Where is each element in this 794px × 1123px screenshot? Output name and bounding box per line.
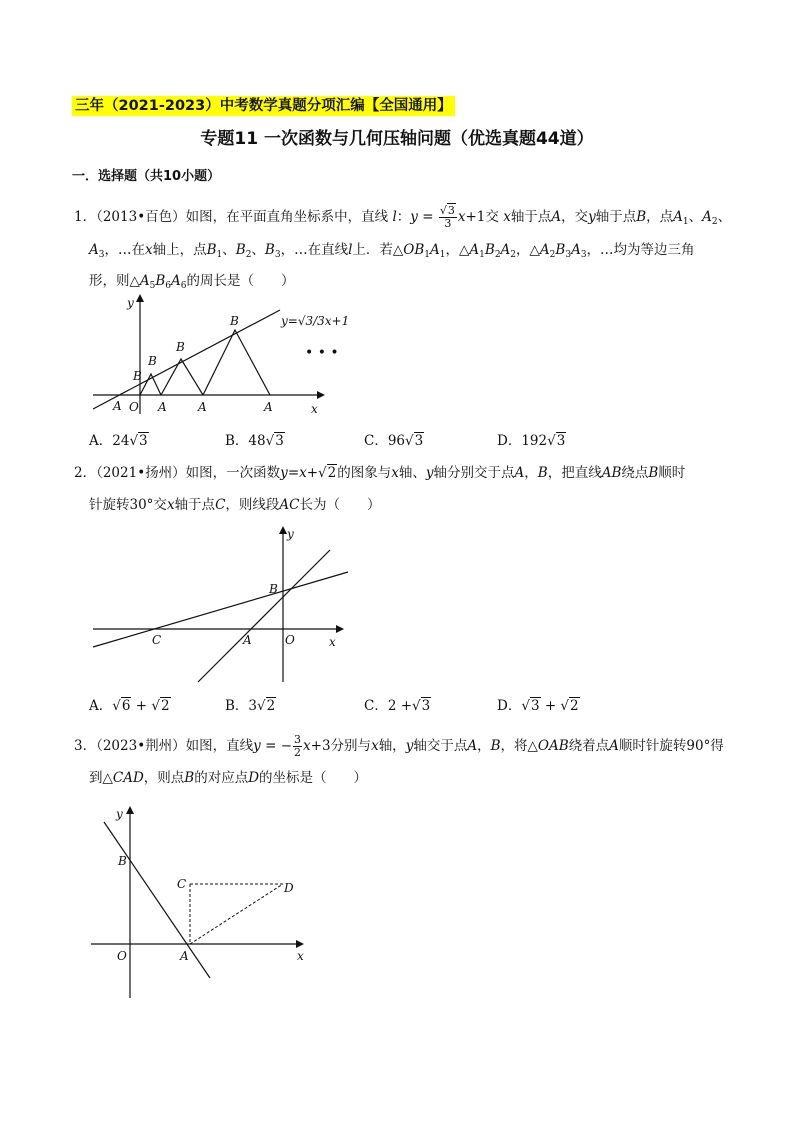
q2-option-c[interactable]: C．2 +√3 <box>364 698 431 714</box>
q1-triangle-1 <box>140 374 161 395</box>
q1-label-O: O <box>129 400 139 414</box>
q2-line-ab <box>198 550 330 682</box>
q2-option-a[interactable]: A．√6 + √2 <box>89 698 170 714</box>
q1-label-B2: B <box>176 340 185 354</box>
q1-label-x: x <box>311 402 318 416</box>
q2-option-d[interactable]: D．√3 + √2 <box>497 698 579 714</box>
q1-label-B: B <box>133 369 142 383</box>
q3-label-x: x <box>297 949 304 963</box>
q2-label-y: y <box>287 527 294 541</box>
q1-option-c[interactable]: C．96√3 <box>364 433 424 449</box>
q2-label-B: B <box>269 582 278 596</box>
q3-segment-ad <box>190 884 283 944</box>
q3-label-y: y <box>116 807 123 821</box>
q1-line-2: $A_3$，…在x轴上，点$B_1$、$B_2$、$B_3$，…在直线l上．若$\triangle OB_1A_1$，$\triangle A_1B_2A_2$，$\triangle A_2B_3A_3$，…均为等边三角 <box>89 242 695 260</box>
q1-triangle-2 <box>161 359 203 395</box>
page-title: 专题11 一次函数与几何压轴问题（优选真题44道） <box>200 129 594 149</box>
q3-label-A: A <box>180 949 189 963</box>
q3-label-C: C <box>177 877 187 891</box>
q1-figure <box>85 290 355 420</box>
q2-line-1: 2．（2021•扬州）如图，一次函数y=x+√2的图象与x轴、y轴分别交于点A，B，把直线AB绕点B顺时 <box>74 465 686 481</box>
q2-label-A: A <box>243 633 252 647</box>
q1-label-A3: A <box>264 400 273 414</box>
q1-line-l <box>93 310 280 409</box>
section-heading: 一．选择题（共10小题） <box>72 169 221 184</box>
q3-line-1: 3．（2023•荆州）如图，直线y = − $\frac{3}{2}$ x+3分别与x轴，y轴交于点A，B，将△OAB绕着点A顺时针旋转90°得 <box>74 733 724 759</box>
q1-line-3: 形，则$\triangle A_5B_6A_6$的周长是（ ） <box>89 273 295 291</box>
q1-option-b[interactable]: B．48√3 <box>225 433 284 449</box>
q3-label-B: B <box>118 854 127 868</box>
q1-option-a[interactable]: A．24√3 <box>89 433 148 449</box>
q3-figure <box>88 800 328 1000</box>
q1-label-B1: B <box>148 354 157 368</box>
q1-line-1: 1．（2013•百色）如图，在平面直角坐标系中，直线 l：y = $\frac{√3}{3}$ x+1交 x轴于点A，交y轴于点B，点$A_1$、$A_2$、 <box>74 204 732 230</box>
q1-label-A2: A <box>198 400 207 414</box>
q1-label-A: A <box>113 399 122 413</box>
q3-label-O: O <box>117 949 127 963</box>
q1-option-d[interactable]: D．192√3 <box>497 433 566 449</box>
q1-line-equation: y=√3/3x+1 <box>281 314 350 328</box>
series-banner: 三年（2021-2023）中考数学真题分项汇编【全国通用】 <box>72 96 455 116</box>
q3-label-D: D <box>284 881 294 895</box>
q1-triangle-3 <box>203 330 270 395</box>
q1-label-B3: B <box>230 314 239 328</box>
q2-figure <box>88 520 358 685</box>
q1-label-A1: A <box>158 400 167 414</box>
q2-line-2: 针旋转30°交x轴于点C，则线段AC长为（ ） <box>89 497 381 513</box>
q1-label-y: y <box>127 296 134 310</box>
q2-label-O: O <box>285 633 295 647</box>
q2-option-b[interactable]: B．3√2 <box>225 698 276 714</box>
q2-label-x: x <box>329 635 336 649</box>
q3-line-2: 到△CAD，则点B的对应点D的坐标是（ ） <box>89 770 368 786</box>
q2-label-C: C <box>152 633 162 647</box>
q1-ellipsis: • • • <box>305 345 339 361</box>
q2-rotated-line <box>93 572 348 647</box>
